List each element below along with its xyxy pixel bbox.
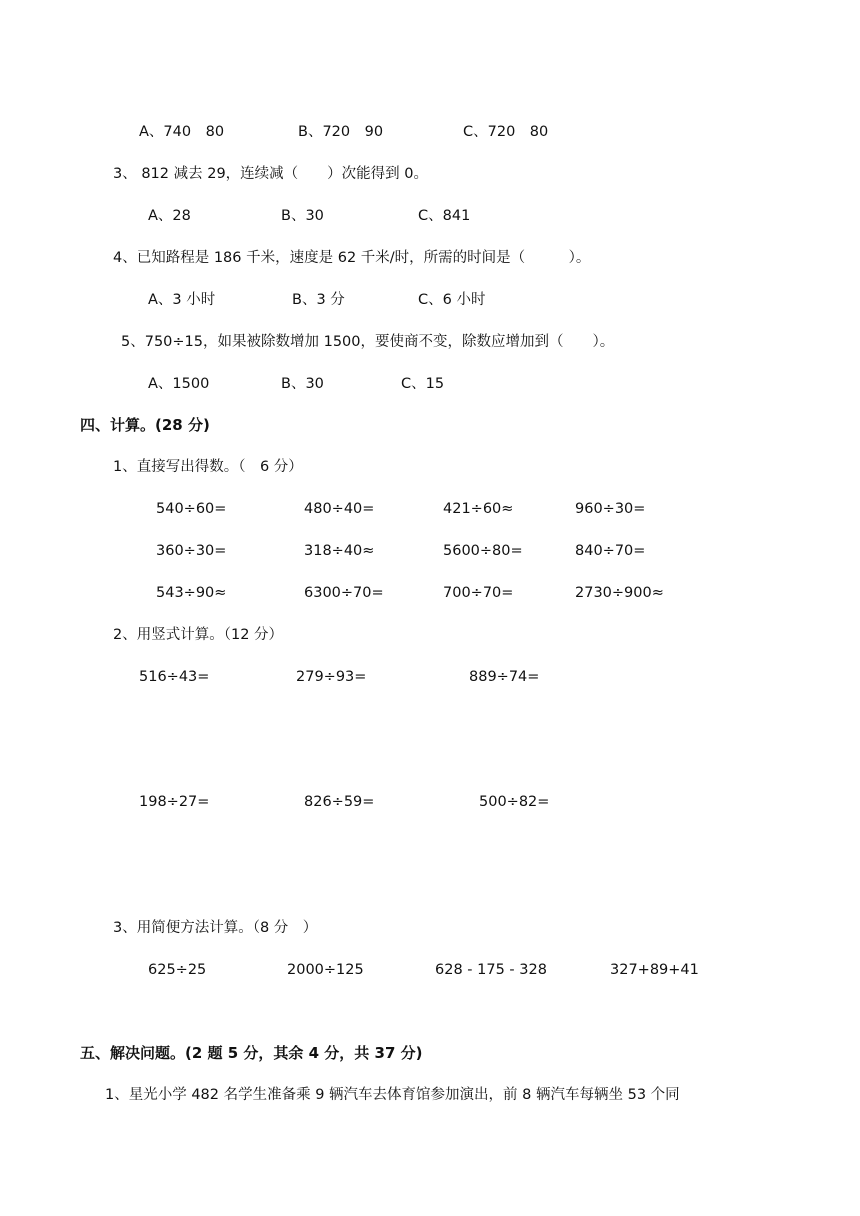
q5-stem: 5、750÷15，如果被除数增加 1500，要使商不变，除数应增加到（ ）。 bbox=[121, 334, 615, 350]
mental-calc-item: 480÷40= bbox=[304, 501, 375, 517]
simplify-calc-item: 327+89+41 bbox=[610, 962, 699, 978]
q4-option-c: C、6 小时 bbox=[418, 292, 486, 308]
q2-option-a: A、740 80 bbox=[139, 124, 225, 140]
vertical-calc-item: 500÷82= bbox=[479, 794, 550, 810]
q5-option-b: B、30 bbox=[281, 376, 324, 392]
q5-option-a: A、1500 bbox=[148, 376, 210, 392]
q2-option-b: B、720 90 bbox=[298, 124, 384, 140]
q3-option-b: B、30 bbox=[281, 208, 324, 224]
vertical-calc-item: 889÷74= bbox=[469, 669, 540, 685]
mental-calc-item: 960÷30= bbox=[575, 501, 646, 517]
q4-option-b: B、3 分 bbox=[292, 292, 345, 308]
mental-calc-item: 6300÷70= bbox=[304, 585, 384, 601]
mental-calc-item: 700÷70= bbox=[443, 585, 514, 601]
q5-option-c: C、15 bbox=[401, 376, 445, 392]
q4-stem: 4、已知路程是 186 千米，速度是 62 千米/时，所需的时间是（ ）。 bbox=[113, 250, 591, 266]
vertical-calc-item: 279÷93= bbox=[296, 669, 367, 685]
mental-calc-item: 2730÷900≈ bbox=[575, 585, 664, 601]
q3-option-c: C、841 bbox=[418, 208, 471, 224]
mental-calc-item: 540÷60= bbox=[156, 501, 227, 517]
q3-stem: 3、 812 减去 29，连续减（ ）次能得到 0。 bbox=[113, 166, 429, 182]
section4-sub2-label: 2、用竖式计算。（12 分） bbox=[113, 627, 284, 643]
mental-calc-item: 840÷70= bbox=[575, 543, 646, 559]
section4-sub1-label: 1、直接写出得数。（ 6 分） bbox=[113, 459, 303, 475]
section5-heading: 五、解决问题。(2 题 5 分，其余 4 分，共 37 分) bbox=[80, 1044, 423, 1062]
vertical-calc-item: 826÷59= bbox=[304, 794, 375, 810]
section4-sub3-label: 3、用简便方法计算。（8 分 ） bbox=[113, 920, 318, 936]
vertical-calc-item: 516÷43= bbox=[139, 669, 210, 685]
simplify-calc-item: 625÷25 bbox=[148, 962, 207, 978]
mental-calc-item: 543÷90≈ bbox=[156, 585, 227, 601]
mental-calc-item: 360÷30= bbox=[156, 543, 227, 559]
section5-q1-text: 1、星光小学 482 名学生准备乘 9 辆汽车去体育馆参加演出，前 8 辆汽车每辆坐 53 个同 bbox=[105, 1087, 680, 1103]
mental-calc-item: 318÷40≈ bbox=[304, 543, 375, 559]
simplify-calc-item: 2000÷125 bbox=[287, 962, 364, 978]
q2-option-c: C、720 80 bbox=[463, 124, 549, 140]
section4-heading: 四、计算。(28 分) bbox=[80, 416, 210, 434]
mental-calc-item: 421÷60≈ bbox=[443, 501, 514, 517]
q3-option-a: A、28 bbox=[148, 208, 191, 224]
mental-calc-item: 5600÷80= bbox=[443, 543, 523, 559]
simplify-calc-item: 628 - 175 - 328 bbox=[435, 962, 547, 978]
vertical-calc-item: 198÷27= bbox=[139, 794, 210, 810]
q4-option-a: A、3 小时 bbox=[148, 292, 216, 308]
